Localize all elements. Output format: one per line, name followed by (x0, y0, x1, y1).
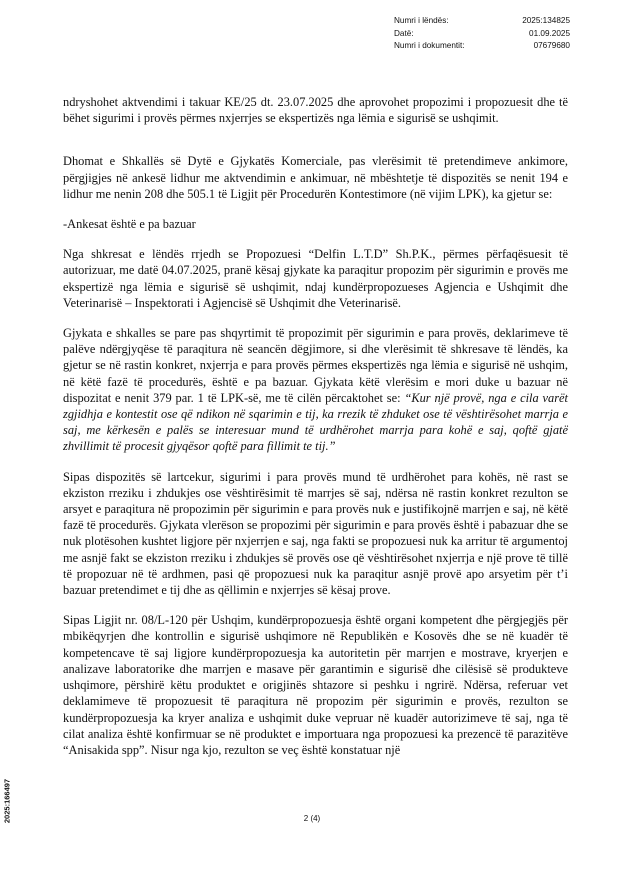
document-number-value: 07679680 (533, 41, 570, 50)
date-row (394, 28, 570, 41)
document-body (63, 94, 568, 772)
paragraph-case-record: Nga shkresat e lëndës rrjedh se Propozuesi “Delfin L.T.D” Sh.P.K., përmes përfaqësuesit të autorizuar, me datë 04.07.2025, pranë kësaj gjykate ka paraqitur propozim për sigurimin e provës me ekspertizë nga lëmia e sigurisë së ushqimit, ndaj kundërpropozueses Agjencia e Ushqimit dhe Veterinarisë – Inspektorati i Agjencisë së Ushqimit dhe Veterinarisë. (63, 247, 568, 310)
paragraph-provision-analysis: Sipas dispozitës së lartcekur, sigurimi i para provës mund të urdhërohet para kohës, në rast se ekziston rreziku i zhdukjes ose vështirësimit të marrjes së saj, ndërsa në rastin konkret rezulton se arsyet e paraqitura në propozimin për sigurimin e para provës nuk e justifikojnë marrjen e saj, në këtë fazë të procedurës. Gjykata vlerëson se propozimi për sigurimin e para provës është i pabazuar dhe se nuk plotësohen kushtet ligjore për nxjerrjen e saj, nga fakti se propozuesi nuk ka arritur të argumentoj me asnjë fakt se ekziston rreziku i zhdukjes së provës ose që vështirësohet nxjerrja e një prove të tillë të propozuar në të ardhmen, pasi që propozuesi nuk ka paraqitur asnjë provë apo arsyetim për t’i bazuar pretendimet e tij dhe as qëllimin e nxjerrjes së kësaj prove. (63, 469, 568, 598)
first-instance-text: Gjykata e shkalles se pare pas shqyrtimit të propozimit për sigurimin e para provës, deklarimeve të palëve ndërgjyqëse të paraqitura në seancën dëgjimore, si dhe vlerësimit të shkresave të lëndës, ka gjetur se në rastin konkret, nxjerrja e para provës përmes ekspertizës nga lëmia e sigurisë në ushqim, në këtë fazë të procedurës, është e pa bazuar. Gjykata këtë vlerësim e mori duke u bazuar në dispozitat e nenit 379 par. 1 të LPK-së, me të cilën përcaktohet se: (63, 326, 568, 405)
document-metadata (394, 15, 570, 53)
case-number-row (394, 15, 570, 28)
paragraph-first-instance (63, 325, 568, 455)
law-quote: “Kur një provë, nga e cila varët zgjidhja e kontestit ose që ndikon në sqarimin e tij, ka rrezik të zhduket ose të vështirësohet marrja e saj, me kërkesën e palës se interesuar mund të urdhërohet marrja para kohë e saj, qoftë gjatë zhvillimit të procesit gjyqësor qoftë para fillimit te tij.” (63, 390, 568, 454)
date-value: 01.09.2025 (529, 28, 570, 38)
document-number-row (394, 40, 570, 53)
case-number-label: Numri i lëndës: (394, 16, 449, 25)
paragraph-chambers: Dhomat e Shkallës së Dytë e Gjykatës Komerciale, pas vlerësimit të pretendimeve ankimore, përgjigjes në ankesë lidhur me aktvendimin e ankimuar, në mbështetje të dispozitës se nenit 194 e lidhur me nenin 208 dhe 505.1 të Ligjit për Procedurën Kontestimore (në vijim LPK), ka gjetur se: (63, 154, 568, 201)
paragraph-food-law: Sipas Ligjit nr. 08/L-120 për Ushqim, kundërpropozuesja është organi kompetent dhe përgjegjës për mbikëqyrjen dhe kontrollin e sigurisë ushqimore në Republikën e Kosovës dhe se në kuadër të kompetencave të saj ligjore kundërpropozuesja ka autoritetin për marrjen e mostrave, kryerjen e analizave laboratorike dhe marrjen e masave për garantimin e sigurisë dhe cilësisë së produkteve ushqimore, përshirë këtu produktet e origjinës shtazore si peshku i ngrirë. Ndërsa, referuar vet deklamimeve të propozuesit të paraqitura në propozim për sigurimin e provës, rezulton se kundërpropozuesja ka kryer analiza e ushqimit duke vepruar në kuadër autorizimeve të saj, nga të cilat analiza është konfirmuar se në produktet e importuara nga propozuesi ka prezencë të parazitëve “Anisakida spp”. Nisur nga kjo, rezulton se veç është konstatuar një (63, 613, 568, 757)
side-reference-text: 2025:166497 (2, 778, 11, 824)
page-number: 2 (4) (303, 814, 321, 823)
date-label: Datë: (394, 28, 414, 38)
case-number-value: 2025:134825 (522, 16, 570, 25)
paragraph-decision: ndryshohet aktvendimi i takuar KE/25 dt. 23.07.2025 dhe aprovohet propozimi i propozuesit dhe të bëhet sigurimi i provës përmes nxjerrjes se ekspertizës nga lëmia e sigurisë se ushqimit. (63, 95, 568, 126)
side-reference-number (0, 761, 13, 841)
paragraph-finding: -Ankesat është e pa bazuar (63, 217, 196, 232)
document-number-label: Numri i dokumentit: (394, 41, 465, 50)
